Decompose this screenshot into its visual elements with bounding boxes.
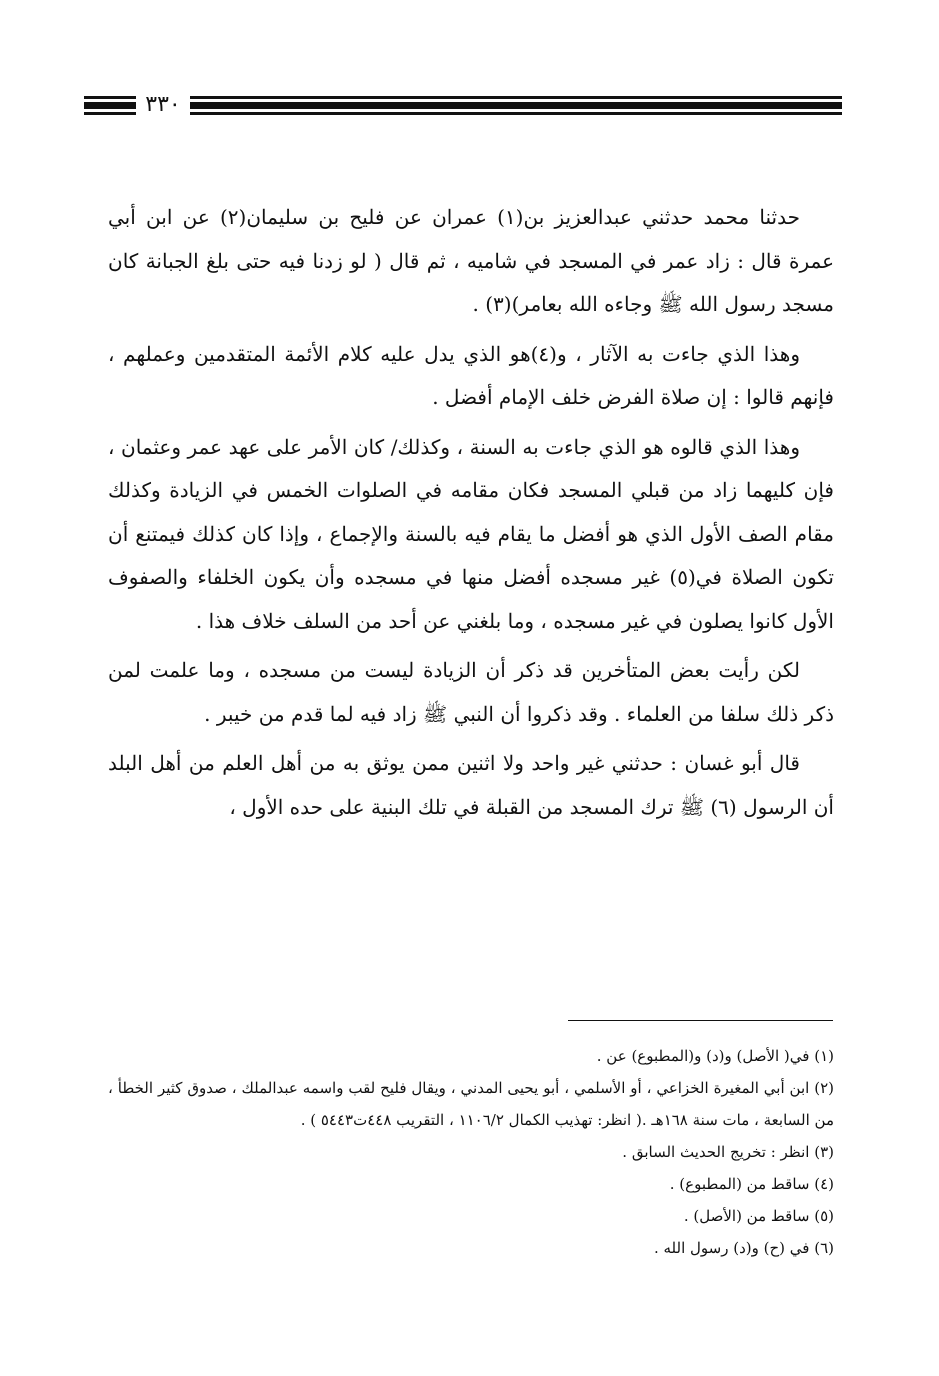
page-header <box>84 90 842 130</box>
footnote: (١) في( الأصل) و(د) و(المطبوع) عن . <box>596 1047 834 1065</box>
page-number: ٣٣٠ <box>145 92 181 117</box>
header-rule <box>190 112 842 115</box>
footnote: (٢) ابن أبي المغيرة الخزاعي ، أو الأسلمي ، أبو يحيى المدني ، ويقال فليح لقب واسمه عبدالملك ، صدوق كثير الخطأ ، من السابعة ، مات سنة ١٦٨هـ .( انظر: تهذيب الكمال ١١٠٦/٢ ، التقريب ٤٤٨ت٥٤٤٣ ) . <box>108 1079 834 1129</box>
header-rule <box>84 102 136 109</box>
paragraph: قال أبو غسان : حدثني غير واحد ولا اثنين ممن يوثق به من أهل العلم من أهل البلد أن الرسول (٦) ﷺ ترك المسجد من القبلة في تلك البنية على حده الأول ، <box>108 751 834 819</box>
footnote-divider <box>568 1020 833 1021</box>
footnote: (٤) ساقط من (المطبوع) . <box>669 1175 834 1193</box>
header-rule <box>84 96 136 99</box>
footnote: (٣) انظر : تخريج الحديث السابق . <box>622 1143 834 1161</box>
footnote: (٦) في (ح) و(د) رسول الله . <box>653 1239 834 1257</box>
paragraph: وهذا الذي قالوه هو الذي جاءت به السنة ، وكذلك/ كان الأمر على عهد عمر وعثمان ، فإن كليهما زاد من قبلي المسجد فكان مقامه في الصلوات الخمس في الزيادة وكذلك مقام الصف الأول الذي هو أفضل ما يقام فيه بالسنة والإجماع ، وإذا كان كذلك فيمتنع أن تكون الصلاة في(٥) غير مسجده أفضل منها في مسجده وأن يكون الخلفاء والصفوف الأول كانوا يصلون في غير مسجده ، وما بلغني عن أحد من السلف خلاف هذا . <box>108 434 834 633</box>
paragraph: حدثنا محمد حدثني عبدالعزيز بن(١) عمران عن فليح بن سليمان(٢) عن ابن أبي عمرة قال : زاد عمر في المسجد في شاميه ، ثم قال ( لو زدنا فيه حتى بلغ الجبانة كان مسجد رسول الله ﷺ وجاءه الله بعامر)(٣) . <box>108 205 834 316</box>
paragraph: وهذا الذي جاءت به الآثار ، و(٤)هو الذي يدل عليه كلام الأئمة المتقدمين وعملهم ، فإنهم قالوا : إن صلاة الفرض خلف الإمام أفضل . <box>108 341 834 409</box>
header-rule <box>84 112 136 115</box>
paragraph: لكن رأيت بعض المتأخرين قد ذكر أن الزيادة ليست من مسجده ، وما علمت لمن ذكر ذلك سلفا من العلماء . وقد ذكروا أن النبي ﷺ زاد فيه لما قدم من خيبر . <box>108 658 834 726</box>
footnote: (٥) ساقط من (الأصل) . <box>683 1207 834 1225</box>
main-text <box>108 196 834 835</box>
header-rule <box>190 102 842 109</box>
footnotes <box>108 1040 834 1264</box>
header-rule <box>190 96 842 99</box>
